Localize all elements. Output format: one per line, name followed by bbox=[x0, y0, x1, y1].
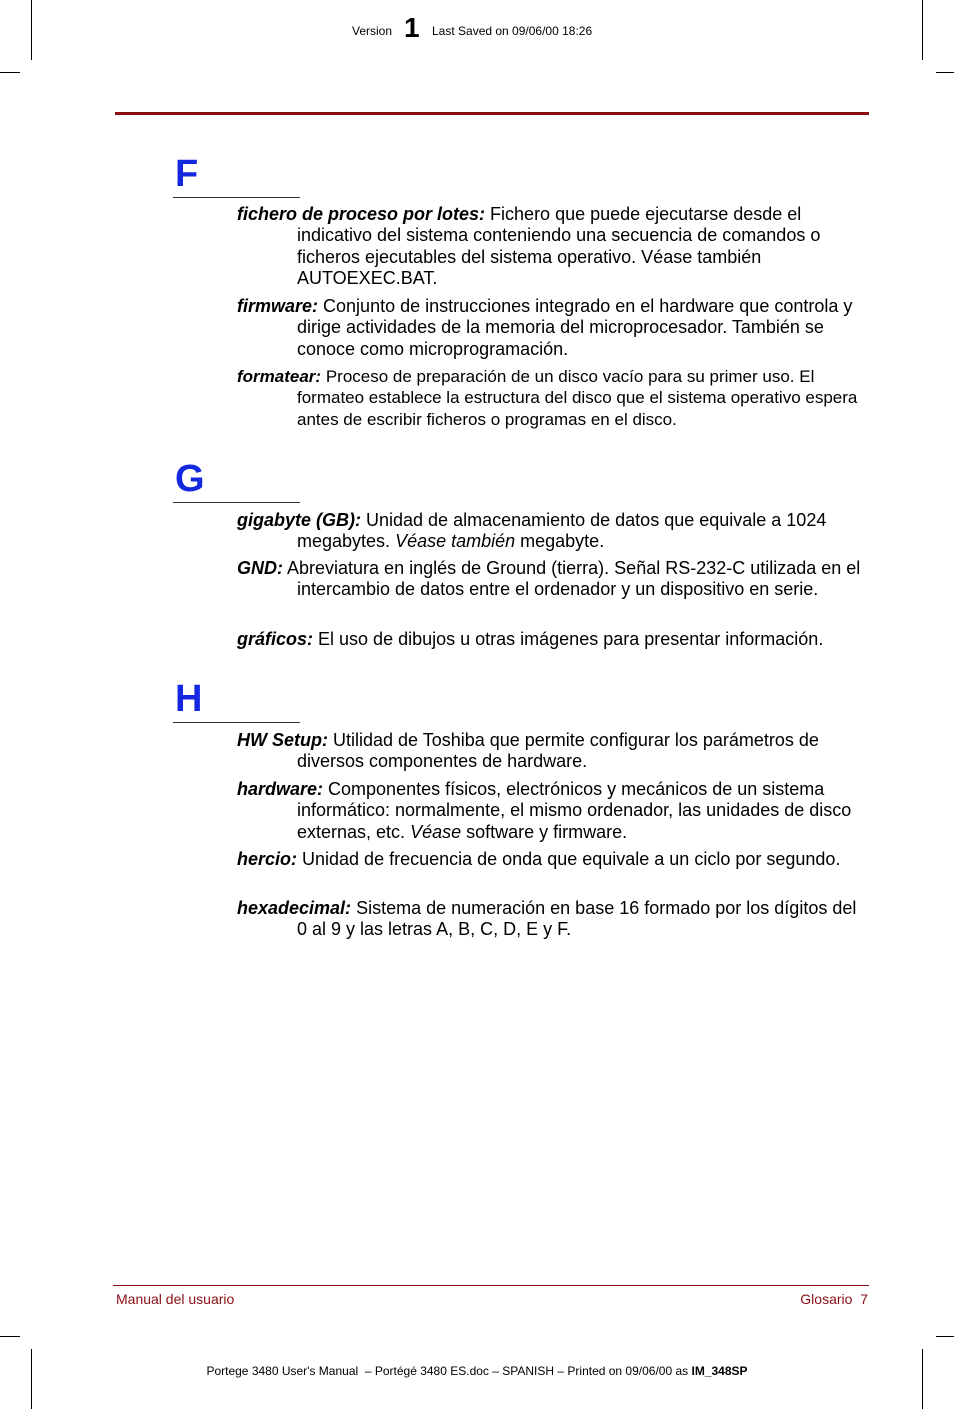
crop-mark bbox=[0, 1336, 20, 1337]
glossary-definition: Utilidad de Toshiba que permite configurar los parámetros de diversos componentes de hardware. bbox=[297, 730, 819, 772]
section-letter-g: G bbox=[175, 458, 205, 500]
section-letter-h: H bbox=[175, 678, 203, 720]
glossary-term: hercio: bbox=[237, 849, 298, 869]
see-also-label: Véase también bbox=[395, 531, 516, 552]
glossary-entry bbox=[237, 296, 869, 360]
crop-mark bbox=[922, 1349, 923, 1409]
section-rule bbox=[173, 502, 300, 503]
glossary-term: hardware: bbox=[237, 779, 324, 799]
glossary-entry bbox=[237, 849, 869, 870]
crop-mark bbox=[0, 72, 20, 73]
crop-mark bbox=[31, 0, 32, 60]
last-saved: Last Saved on 09/06/00 18:26 bbox=[432, 24, 593, 38]
glossary-term: hexadecimal: bbox=[237, 898, 352, 918]
version-label: Version bbox=[352, 24, 393, 38]
glossary-entry bbox=[237, 629, 869, 650]
glossary-definition: Abreviatura en inglés de Ground (tierra). Señal RS-232-C utilizada en el intercambio de datos entre el ordenador y un dispositivo en serie. bbox=[283, 558, 861, 600]
glossary-definition: megabyte. bbox=[515, 531, 605, 552]
glossary-definition: Sistema de numeración en base 16 formado por los dígitos del 0 al 9 y las letras A, B, C, D, E y F. bbox=[297, 898, 857, 940]
glossary-entry bbox=[237, 779, 869, 843]
glossary-term: firmware: bbox=[237, 296, 319, 316]
footer-manual-title: Manual del usuario bbox=[116, 1291, 235, 1307]
glossary-entry bbox=[237, 730, 869, 773]
print-info-text: Portege 3480 User's Manual – Portégé 3480 ES.doc – SPANISH – Printed on 09/06/00 as bbox=[206, 1364, 692, 1378]
print-info bbox=[0, 1364, 954, 1378]
glossary-definition: El uso de dibujos u otras imágenes para presentar información. bbox=[313, 629, 824, 649]
glossary-entry bbox=[237, 204, 869, 289]
glossary-term: gráficos: bbox=[237, 629, 314, 649]
section-rule bbox=[173, 722, 300, 723]
glossary-entry bbox=[237, 898, 869, 941]
glossary-term: formatear: bbox=[237, 367, 322, 386]
glossary-definition: Fichero que puede ejecutarse desde el indicativo del sistema conteniendo una secuencia de comandos o ficheros ejecutables del sistema operativo. Véase también AUTOEXEC.BAT. bbox=[297, 204, 821, 288]
glossary-entry bbox=[237, 510, 869, 553]
print-info-code: IM_348SP bbox=[691, 1364, 748, 1378]
glossary-definition: Proceso de preparación de un disco vacío para su primer uso. El formateo establece la estructura del disco que el sistema operativo espera antes de escribir ficheros o programas en el disco. bbox=[297, 367, 858, 429]
glossary-definition: Conjunto de instrucciones integrado en el hardware que controla y dirige actividades de la memoria del microprocesador. También se conoce como microprogramación. bbox=[297, 296, 853, 359]
glossary-definition: software y firmware. bbox=[461, 821, 628, 842]
glossary-definition: Unidad de frecuencia de onda que equivale a un ciclo por segundo. bbox=[297, 849, 841, 869]
section-letter-f: F bbox=[175, 153, 199, 195]
bottom-rule bbox=[113, 1285, 869, 1286]
footer-page-number: Glosario 7 bbox=[800, 1291, 868, 1307]
glossary-definition: Unidad de almacenamiento de datos que equivale a 1024 megabytes. bbox=[297, 510, 827, 552]
crop-mark bbox=[936, 72, 954, 73]
crop-mark bbox=[31, 1349, 32, 1409]
glossary-entry bbox=[237, 558, 869, 601]
glossary-term: GND: bbox=[237, 558, 283, 578]
crop-mark bbox=[936, 1336, 954, 1337]
section-rule bbox=[173, 197, 300, 198]
top-rule bbox=[115, 112, 869, 115]
see-also-label: Véase bbox=[410, 821, 462, 842]
glossary-definition: Componentes físicos, electrónicos y mecánicos de un sistema informático: normalmente, el mismo ordenador, las unidades de disco externas, etc. bbox=[297, 779, 852, 842]
glossary-term: fichero de proceso por lotes: bbox=[237, 204, 486, 224]
glossary-term: gigabyte (GB): bbox=[237, 510, 361, 530]
glossary-term: HW Setup: bbox=[237, 730, 328, 750]
version-number: 1 bbox=[404, 12, 420, 43]
glossary-entry bbox=[237, 366, 869, 430]
crop-mark bbox=[922, 0, 923, 60]
